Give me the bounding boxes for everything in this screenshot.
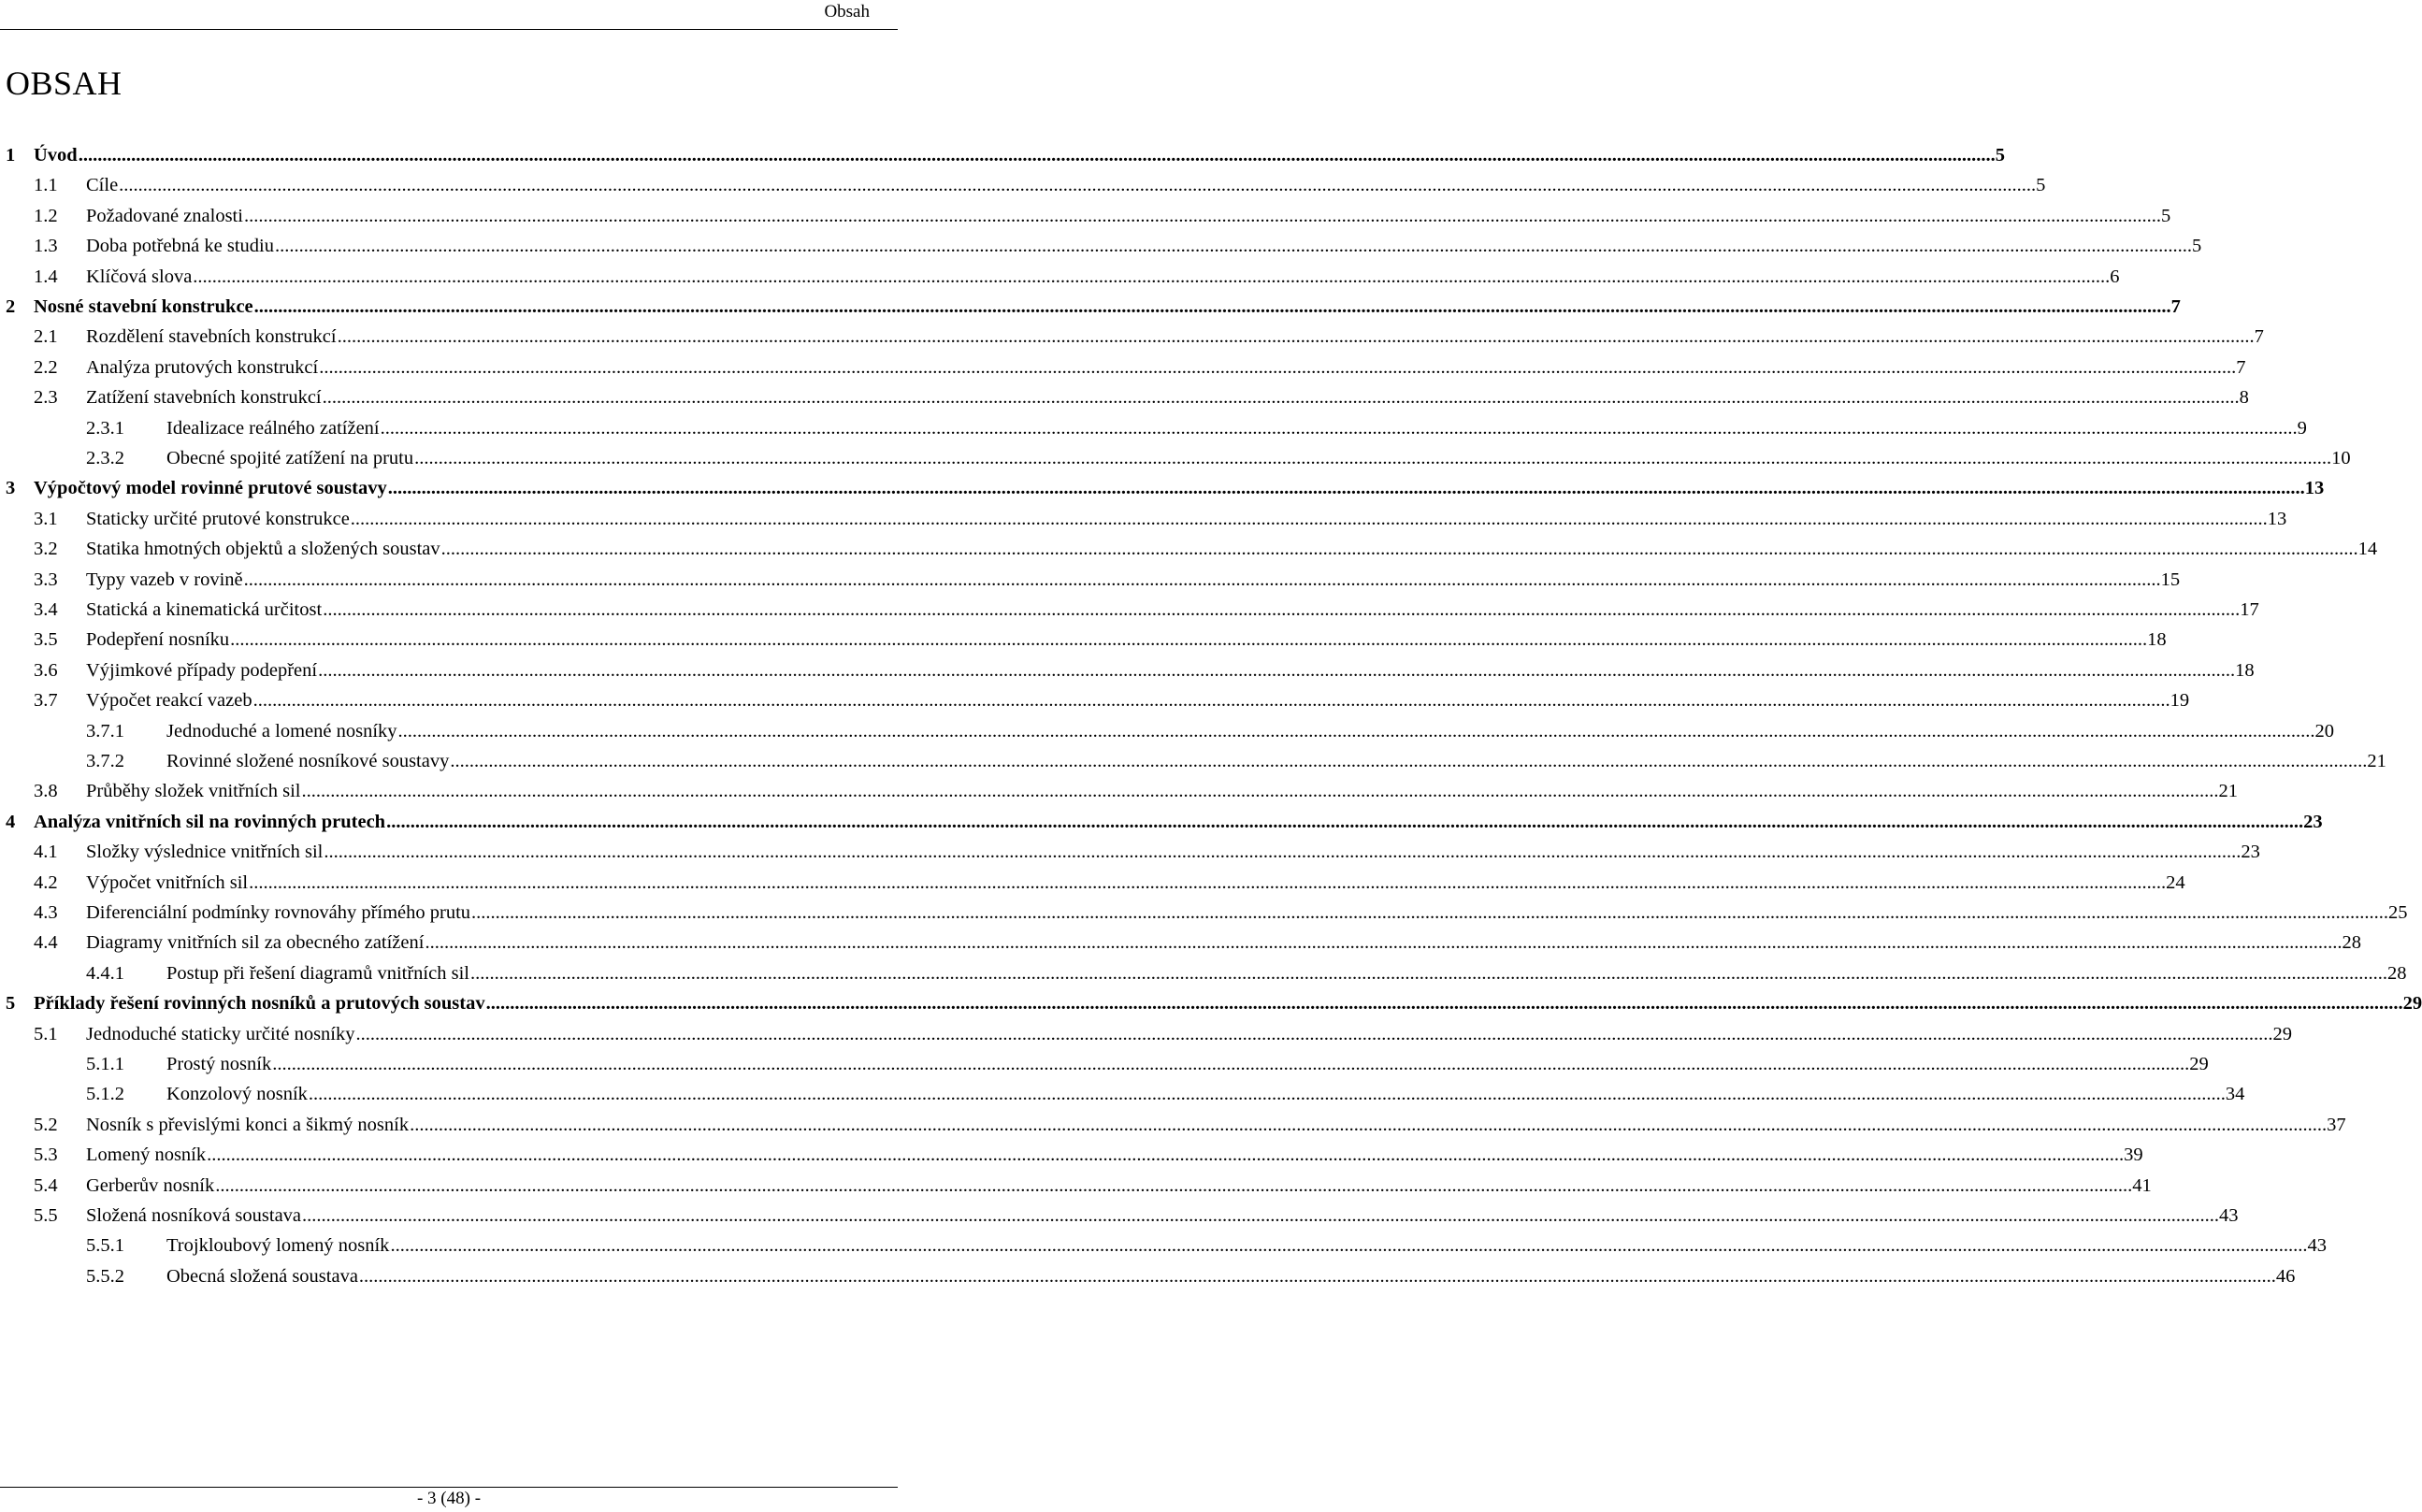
page-number: - 3 (48) -	[416, 1489, 482, 1508]
toc-entry[interactable]	[0, 474, 2325, 502]
toc-entry[interactable]	[0, 263, 2120, 291]
toc-entry-title: Trojkloubový lomený nosník	[166, 1235, 390, 1257]
dot-leader: ................................................................................................................................................................................................................................................................................................................................................................................................................	[252, 690, 2170, 712]
toc-entry[interactable]	[0, 202, 2171, 230]
dot-leader: ................................................................................................................................................................................................................................................................................................................................................................................................................	[414, 448, 2332, 468]
dot-leader: ................................................................................................................................................................................................................................................................................................................................................................................................................	[380, 417, 2298, 439]
dot-leader: ................................................................................................................................................................................................................................................................................................................................................................................................................	[249, 871, 2167, 893]
toc-entry-number: 5.1.2	[86, 1084, 124, 1105]
toc-entry-title: Statická a kinematická určitost	[86, 599, 323, 620]
toc-entry-number: 2.2	[34, 356, 58, 378]
toc-entry[interactable]	[0, 747, 2386, 775]
toc-entry-page: 18	[2147, 629, 2167, 651]
toc-entry[interactable]	[0, 929, 2361, 957]
toc-entry-number: 4.3	[34, 902, 58, 923]
toc-entry-page: 43	[2219, 1205, 2239, 1226]
dot-leader: ................................................................................................................................................................................................................................................................................................................................................................................................................	[425, 932, 2343, 954]
toc-entry-page: 29	[2402, 993, 2422, 1015]
toc-entry-title: Úvod	[34, 145, 78, 166]
toc-entry-title: Cíle	[86, 175, 119, 196]
toc-entry-number: 4.2	[34, 871, 58, 893]
toc-entry-title: Zatížení stavebních konstrukcí	[86, 387, 322, 409]
toc-entry-title: Obecné spojité zatížení na prutu	[166, 448, 414, 468]
toc-entry-number: 2.3.2	[86, 448, 124, 468]
running-header: Obsah	[824, 2, 870, 22]
toc-entry-number: 3.6	[34, 659, 58, 681]
dot-leader: ................................................................................................................................................................................................................................................................................................................................................................................................................	[318, 659, 2236, 681]
toc-entry-number: 1.2	[34, 205, 58, 226]
dot-leader: ................................................................................................................................................................................................................................................................................................................................................................................................................	[253, 296, 2171, 317]
toc-entry-number: 1.4	[34, 266, 58, 287]
toc-entry[interactable]	[0, 1262, 2296, 1290]
dot-leader: ................................................................................................................................................................................................................................................................................................................................................................................................................	[355, 1023, 2273, 1044]
toc-entry-number: 3	[6, 478, 16, 499]
toc-entry[interactable]	[0, 899, 2408, 927]
toc-entry[interactable]	[0, 869, 2185, 897]
footer-rule	[0, 1487, 898, 1488]
toc-entry-title: Doba potřebná ke studiu	[86, 236, 274, 257]
toc-entry-page: 46	[2275, 1265, 2296, 1287]
toc-entry-number: 4.4	[34, 932, 58, 954]
toc-entry-title: Diferenciální podmínky rovnováhy přímého prutu	[86, 902, 471, 923]
toc-entry-page: 20	[2314, 720, 2335, 742]
dot-leader: ................................................................................................................................................................................................................................................................................................................................................................................................................	[193, 266, 2111, 287]
toc-entry-title: Podepření nosníku	[86, 629, 230, 651]
toc-entry[interactable]	[0, 414, 2307, 442]
toc-entry-number: 2	[6, 296, 16, 317]
dot-leader: ................................................................................................................................................................................................................................................................................................................................................................................................................	[215, 1174, 2133, 1196]
toc-entry-number: 5.3	[34, 1145, 58, 1166]
toc-entry-title: Průběhy složek vnitřních sil	[86, 781, 301, 802]
toc-entry-number: 5.1	[34, 1023, 58, 1044]
toc-entry-title: Příklady řešení rovinných nosníků a prutových soustav	[34, 993, 485, 1015]
toc-entry-title: Nosník s převislými konci a šikmý nosník	[86, 1114, 410, 1135]
dot-leader: ................................................................................................................................................................................................................................................................................................................................................................................................................	[274, 236, 2192, 257]
toc-entry-page: 7	[2170, 296, 2181, 317]
toc-entry-page: 9	[2297, 417, 2307, 439]
toc-entry-number: 2.3.1	[86, 417, 124, 439]
toc-entry-page: 6	[2110, 266, 2120, 287]
toc-entry-page: 21	[2218, 781, 2238, 802]
toc-entry-title: Klíčová slova	[86, 266, 193, 287]
toc-entry-page: 29	[2189, 1054, 2209, 1074]
dot-leader: ................................................................................................................................................................................................................................................................................................................................................................................................................	[440, 539, 2358, 560]
toc-entry-title: Výpočet vnitřních sil	[86, 871, 249, 893]
dot-leader: ................................................................................................................................................................................................................................................................................................................................................................................................................	[230, 629, 2148, 651]
toc-entry-page: 23	[2241, 842, 2260, 863]
toc-entry[interactable]	[0, 1172, 2152, 1200]
header-rule	[0, 29, 898, 30]
toc-entry-title: Rovinné složené nosníkové soustavy	[166, 751, 450, 771]
toc-entry-title: Analýza prutových konstrukcí	[86, 356, 319, 378]
dot-leader: ................................................................................................................................................................................................................................................................................................................................................................................................................	[358, 1265, 2276, 1287]
toc-entry[interactable]	[0, 171, 2046, 199]
toc-entry[interactable]	[0, 232, 2202, 260]
toc-entry-number: 2.3	[34, 387, 58, 409]
dot-leader: ................................................................................................................................................................................................................................................................................................................................................................................................................	[323, 599, 2241, 620]
toc-entry[interactable]	[0, 535, 2378, 563]
toc-entry-page: 7	[2236, 356, 2246, 378]
toc-entry-title: Složky výslednice vnitřních sil	[86, 842, 324, 863]
toc-entry-number: 4	[6, 811, 16, 832]
toc-entry-page: 43	[2307, 1235, 2327, 1257]
toc-entry-number: 3.7.1	[86, 720, 124, 742]
toc-entry-number: 5.1.1	[86, 1054, 124, 1074]
toc-entry-page: 7	[2254, 326, 2264, 348]
toc-entry[interactable]	[0, 959, 2407, 987]
dot-leader: ................................................................................................................................................................................................................................................................................................................................................................................................................	[450, 751, 2368, 771]
toc-entry-number: 4.1	[34, 842, 58, 863]
toc-entry-page: 29	[2272, 1023, 2293, 1044]
toc-entry-number: 3.8	[34, 781, 58, 802]
toc-entry-page: 13	[2304, 478, 2325, 499]
toc-entry-number: 4.4.1	[86, 962, 124, 984]
toc-entry-page: 23	[2303, 811, 2323, 832]
toc-entry[interactable]	[0, 1202, 2239, 1230]
toc-entry[interactable]	[0, 838, 2260, 866]
toc-entry-title: Prostý nosník	[166, 1054, 272, 1074]
toc-entry-page: 18	[2235, 659, 2255, 681]
dot-leader: ................................................................................................................................................................................................................................................................................................................................................................................................................	[397, 720, 2315, 742]
toc-entry[interactable]	[0, 323, 2264, 351]
toc-entry-title: Diagramy vnitřních sil za obecného zatížení	[86, 932, 425, 954]
toc-entry[interactable]	[0, 383, 2249, 411]
toc-entry-title: Lomený nosník	[86, 1145, 207, 1166]
toc-entry-page: 5	[1995, 145, 2005, 166]
toc-entry[interactable]	[0, 444, 2351, 472]
toc-entry[interactable]	[0, 656, 2255, 684]
toc-entry[interactable]	[0, 293, 2181, 321]
toc-entry-title: Výpočtový model rovinné prutové soustavy	[34, 478, 387, 499]
toc-entry-number: 5.5.2	[86, 1265, 124, 1287]
dot-leader: ................................................................................................................................................................................................................................................................................................................................................................................................................	[410, 1114, 2328, 1135]
toc-entry-number: 5.5.1	[86, 1235, 124, 1257]
toc-entry[interactable]	[0, 626, 2167, 654]
dot-leader: ................................................................................................................................................................................................................................................................................................................................................................................................................	[272, 1054, 2190, 1074]
toc-entry-page: 5	[2191, 236, 2202, 257]
toc-entry-number: 3.7	[34, 690, 58, 712]
toc-entry[interactable]	[0, 1231, 2327, 1260]
toc-entry-number: 1.1	[34, 175, 58, 196]
toc-entry[interactable]	[0, 989, 2422, 1017]
toc-entry-page: 5	[2160, 205, 2171, 226]
toc-entry-title: Jednoduché a lomené nosníky	[166, 720, 397, 742]
toc-entry-number: 1	[6, 145, 16, 166]
toc-entry-page: 39	[2124, 1145, 2143, 1166]
toc-entry-title: Konzolový nosník	[166, 1084, 308, 1105]
dot-leader: ................................................................................................................................................................................................................................................................................................................................................................................................................	[243, 569, 2161, 590]
toc-entry-title: Obecná složená soustava	[166, 1265, 358, 1287]
toc-entry-number: 5	[6, 993, 16, 1015]
toc-entry[interactable]	[0, 141, 2005, 169]
dot-leader: ................................................................................................................................................................................................................................................................................................................................................................................................................	[390, 1235, 2308, 1257]
toc-entry-title: Postup při řešení diagramů vnitřních sil	[166, 962, 469, 984]
dot-leader: ................................................................................................................................................................................................................................................................................................................................................................................................................	[119, 175, 2037, 196]
toc-entry-title: Nosné stavební konstrukce	[34, 296, 253, 317]
toc-entry-page: 24	[2166, 871, 2185, 893]
dot-leader: ................................................................................................................................................................................................................................................................................................................................................................................................................	[301, 781, 2219, 802]
toc-entry-title: Analýza vnitřních sil na rovinných prutech	[34, 811, 386, 832]
toc-entry-title: Statika hmotných objektů a složených soustav	[86, 539, 440, 560]
toc-entry-page: 21	[2367, 751, 2386, 771]
dot-leader: ................................................................................................................................................................................................................................................................................................................................................................................................................	[78, 145, 1996, 166]
toc-entry-title: Jednoduché staticky určité nosníky	[86, 1023, 355, 1044]
dot-leader: ................................................................................................................................................................................................................................................................................................................................................................................................................	[386, 811, 2304, 832]
dot-leader: ................................................................................................................................................................................................................................................................................................................................................................................................................	[350, 508, 2268, 529]
toc-entry-page: 5	[2036, 175, 2046, 196]
toc-entry-page: 41	[2132, 1174, 2152, 1196]
toc-entry[interactable]	[0, 717, 2335, 745]
toc-entry-page: 8	[2239, 387, 2249, 409]
toc-entry-number: 5.2	[34, 1114, 58, 1135]
dot-leader: ................................................................................................................................................................................................................................................................................................................................................................................................................	[324, 842, 2242, 863]
toc-entry-number: 3.1	[34, 508, 58, 529]
toc-entry[interactable]	[0, 1050, 2209, 1078]
dot-leader: ................................................................................................................................................................................................................................................................................................................................................................................................................	[207, 1145, 2125, 1166]
page-title: OBSAH	[6, 65, 123, 102]
dot-leader: ................................................................................................................................................................................................................................................................................................................................................................................................................	[471, 902, 2389, 923]
dot-leader: ................................................................................................................................................................................................................................................................................................................................................................................................................	[302, 1205, 2220, 1226]
dot-leader: ................................................................................................................................................................................................................................................................................................................................................................................................................	[308, 1084, 2226, 1105]
toc-entry[interactable]	[0, 596, 2259, 624]
toc-entry[interactable]	[0, 777, 2238, 805]
toc-entry[interactable]	[0, 505, 2287, 533]
dot-leader: ................................................................................................................................................................................................................................................................................................................................................................................................................	[387, 478, 2305, 499]
toc-entry-number: 1.3	[34, 236, 58, 257]
toc-entry-number: 5.4	[34, 1174, 58, 1196]
toc-entry-number: 5.5	[34, 1205, 58, 1226]
toc-entry-page: 10	[2331, 448, 2351, 468]
toc-entry-number: 3.2	[34, 539, 58, 560]
toc-entry[interactable]	[0, 1111, 2346, 1139]
toc-entry-title: Výpočet reakcí vazeb	[86, 690, 252, 712]
toc-entry-number: 3.5	[34, 629, 58, 651]
toc-entry-title: Rozdělení stavebních konstrukcí	[86, 326, 337, 348]
toc-entry-page: 28	[2342, 932, 2361, 954]
toc-entry-title: Výjimkové případy podepření	[86, 659, 318, 681]
toc-entry-page: 13	[2267, 508, 2287, 529]
toc-entry-title: Složená nosníková soustava	[86, 1205, 302, 1226]
toc-entry[interactable]	[0, 353, 2246, 382]
toc-entry-number: 2.1	[34, 326, 58, 348]
dot-leader: ................................................................................................................................................................................................................................................................................................................................................................................................................	[337, 326, 2255, 348]
toc-entry-page: 14	[2357, 539, 2378, 560]
toc-entry-page: 19	[2170, 690, 2190, 712]
toc-entry-page: 25	[2388, 902, 2408, 923]
toc-entry-page: 28	[2386, 962, 2407, 984]
toc-entry-page: 17	[2240, 599, 2259, 620]
dot-leader: ................................................................................................................................................................................................................................................................................................................................................................................................................	[469, 962, 2387, 984]
toc-entry[interactable]	[0, 1141, 2143, 1169]
toc-entry-page: 37	[2327, 1114, 2346, 1135]
toc-entry-number: 3.7.2	[86, 751, 124, 771]
toc-entry-number: 3.3	[34, 569, 58, 590]
toc-entry[interactable]	[0, 566, 2181, 594]
toc-entry[interactable]	[0, 686, 2190, 714]
dot-leader: ................................................................................................................................................................................................................................................................................................................................................................................................................	[322, 387, 2240, 409]
dot-leader: ................................................................................................................................................................................................................................................................................................................................................................................................................	[243, 205, 2161, 226]
toc-entry-title: Idealizace reálného zatížení	[166, 417, 380, 439]
toc-entry-page: 15	[2160, 569, 2181, 590]
toc-entry-page: 34	[2225, 1084, 2245, 1105]
toc-entry-number: 3.4	[34, 599, 58, 620]
dot-leader: ................................................................................................................................................................................................................................................................................................................................................................................................................	[319, 356, 2237, 378]
toc-entry-title: Staticky určité prutové konstrukce	[86, 508, 350, 529]
toc-entry-title: Typy vazeb v rovině	[86, 569, 243, 590]
toc-entry[interactable]	[0, 808, 2323, 836]
dot-leader: ................................................................................................................................................................................................................................................................................................................................................................................................................	[485, 993, 2403, 1015]
toc-entry-title: Požadované znalosti	[86, 205, 243, 226]
toc-entry-title: Gerberův nosník	[86, 1174, 215, 1196]
toc-entry[interactable]	[0, 1020, 2293, 1048]
toc-entry[interactable]	[0, 1080, 2245, 1108]
